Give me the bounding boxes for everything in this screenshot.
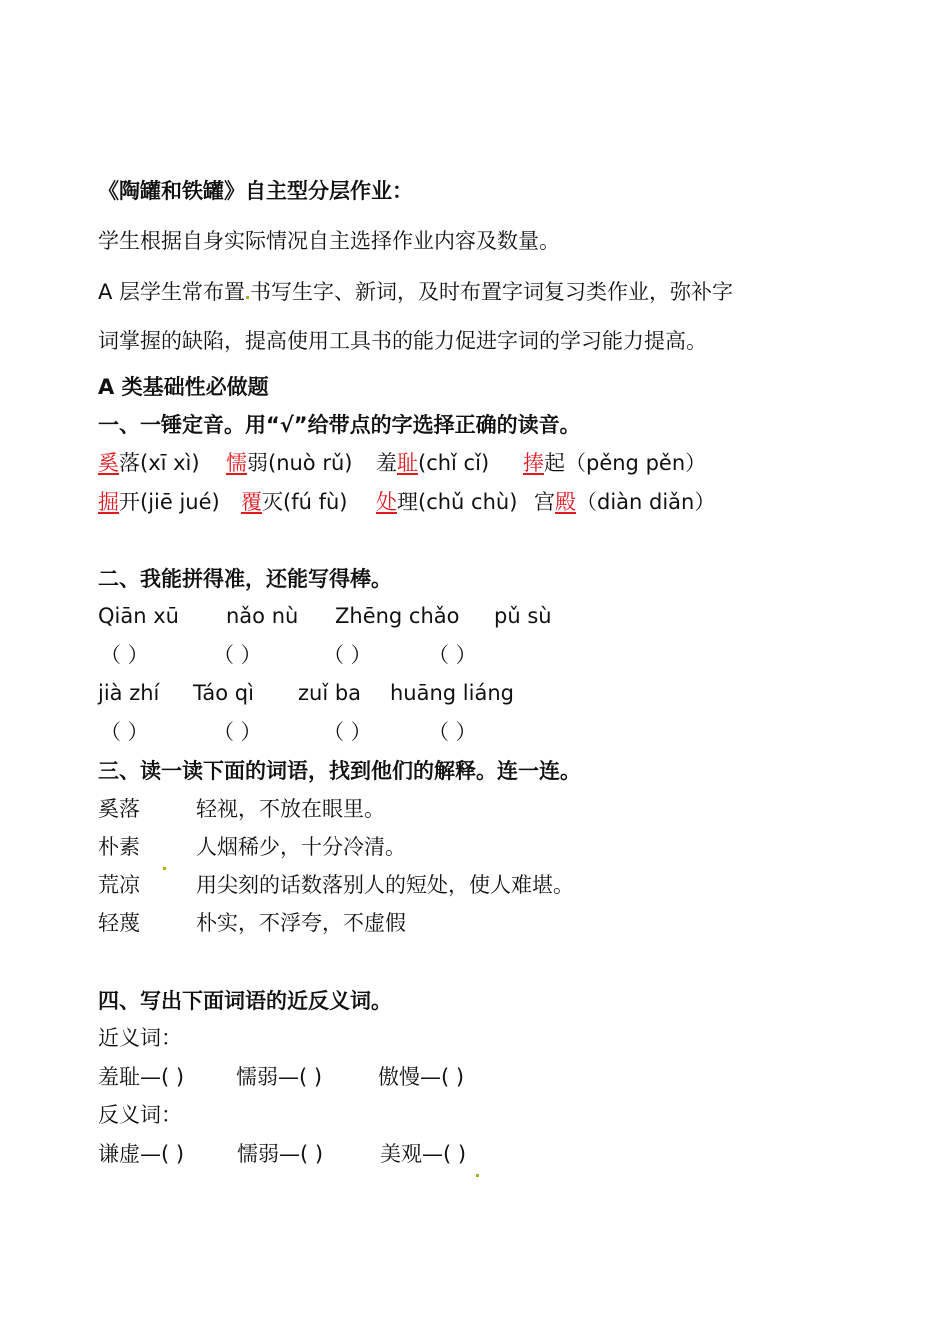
pronunciation-options: 起（pěng pěn） — [544, 451, 707, 475]
answer-blank[interactable]: （ ） — [213, 643, 262, 667]
pinyin-word: Zhēng chǎo — [335, 604, 460, 628]
dotted-char: 捧 — [523, 451, 544, 475]
pronunciation-options: 开(jiē jué) — [119, 490, 220, 514]
pronunciation-item — [534, 487, 715, 517]
pronunciation-item — [376, 487, 517, 517]
match-meaning: 人烟稀少，十分冷清。 — [196, 835, 406, 859]
dotted-char: 覆 — [241, 490, 262, 514]
pinyin-word: Qiān xū — [98, 604, 179, 628]
dotted-char: 懦 — [226, 451, 247, 475]
pronunciation-options: 落(xī xì) — [119, 451, 200, 475]
pinyin-row-1 — [98, 601, 798, 631]
answer-blank-row-1 — [98, 640, 798, 670]
pronunciation-item — [226, 448, 352, 478]
match-meaning: 用尖刻的话数落别人的短处，使人难堪。 — [196, 873, 574, 897]
answer-blank[interactable]: （ ） — [100, 643, 149, 667]
section4-heading: 四、写出下面词语的近反义词。 — [98, 989, 392, 1013]
pronunciation-options: 弱(nuò rǔ) — [247, 451, 353, 475]
pinyin-word: huāng liáng — [390, 681, 514, 705]
document-title: 《陶罐和铁罐》自主型分层作业： — [98, 179, 413, 203]
synonym-label: 近义词： — [98, 1026, 182, 1050]
pronunciation-options: 灭(fú fù) — [262, 490, 348, 514]
pronunciation-item — [98, 448, 200, 478]
dotted-char: 掘 — [98, 490, 119, 514]
pinyin-row-2 — [98, 678, 798, 708]
pronunciation-options: (chǐ cǐ) — [418, 451, 490, 475]
match-meaning: 朴实，不浮夸，不虚假 — [196, 911, 406, 935]
section3-heading: 三、读一读下面的词语，找到他们的解释。连一连。 — [98, 759, 581, 783]
synonym-item[interactable]: 傲慢—( ) — [378, 1065, 465, 1089]
dotted-char: 耻 — [397, 451, 418, 475]
a-layer-description-line1 — [98, 277, 733, 307]
a-category-heading: A 类基础性必做题 — [98, 375, 269, 399]
pronunciation-options: （diàn diǎn） — [576, 490, 716, 514]
pinyin-word: zuǐ ba — [298, 681, 362, 705]
mark-dot — [476, 1174, 479, 1177]
synonym-item[interactable]: 羞耻—( ) — [98, 1065, 185, 1089]
answer-blank-row-2 — [98, 717, 798, 747]
pronunciation-item — [98, 487, 220, 517]
match-word: 荒凉 — [98, 873, 140, 897]
dotted-char: 殿 — [555, 490, 576, 514]
a-layer-description-line2: 词掌握的缺陷，提高使用工具书的能力促进字词的学习能力提高。 — [98, 329, 707, 353]
section2-heading: 二、我能拼得准，还能写得棒。 — [98, 567, 392, 591]
pronunciation-item — [523, 448, 706, 478]
answer-blank[interactable]: （ ） — [323, 643, 372, 667]
antonym-item[interactable]: 懦弱—( ) — [237, 1142, 324, 1166]
dotted-char: 处 — [376, 490, 397, 514]
intro-text: 学生根据自身实际情况自主选择作业内容及数量。 — [98, 229, 560, 253]
pronunciation-item — [376, 448, 489, 478]
antonym-label: 反义词： — [98, 1103, 182, 1127]
antonym-item[interactable]: 美观—( ) — [380, 1142, 467, 1166]
pinyin-word: jià zhí — [98, 681, 160, 705]
match-word: 朴素 — [98, 835, 140, 859]
pinyin-word: Táo qì — [193, 681, 254, 705]
word-char: 宫 — [534, 490, 555, 514]
synonym-item[interactable]: 懦弱—( ) — [236, 1065, 323, 1089]
pronunciation-row-2 — [98, 487, 798, 517]
synonym-row — [98, 1062, 798, 1092]
match-row — [98, 908, 798, 938]
section1-heading: 一、一锤定音。用“√”给带点的字选择正确的读音。 — [98, 413, 581, 437]
answer-blank[interactable]: （ ） — [323, 720, 372, 744]
answer-blank[interactable]: （ ） — [428, 720, 477, 744]
a-layer-text-b: 书写生字、新词，及时布置字词复习类作业，弥补字 — [250, 280, 734, 304]
match-row — [98, 870, 798, 900]
pinyin-word: pǔ sù — [494, 604, 552, 628]
antonym-item[interactable]: 谦虚—( ) — [98, 1142, 185, 1166]
dotted-char: 奚 — [98, 451, 119, 475]
answer-blank[interactable]: （ ） — [213, 720, 262, 744]
pinyin-word: nǎo nù — [226, 604, 299, 628]
match-word: 轻蔑 — [98, 911, 140, 935]
pronunciation-item — [241, 487, 347, 517]
match-meaning: 轻视，不放在眼里。 — [196, 797, 385, 821]
answer-blank[interactable]: （ ） — [100, 720, 149, 744]
match-row — [98, 832, 798, 862]
match-row — [98, 794, 798, 824]
mark-dot — [246, 296, 249, 299]
pronunciation-row-1 — [98, 448, 798, 478]
word-char: 羞 — [376, 451, 397, 475]
pronunciation-options: 理(chǔ chù) — [397, 490, 518, 514]
answer-blank[interactable]: （ ） — [428, 643, 477, 667]
a-layer-text-a: A 层学生常布置 — [98, 280, 246, 304]
match-word: 奚落 — [98, 797, 140, 821]
antonym-row — [98, 1139, 798, 1169]
